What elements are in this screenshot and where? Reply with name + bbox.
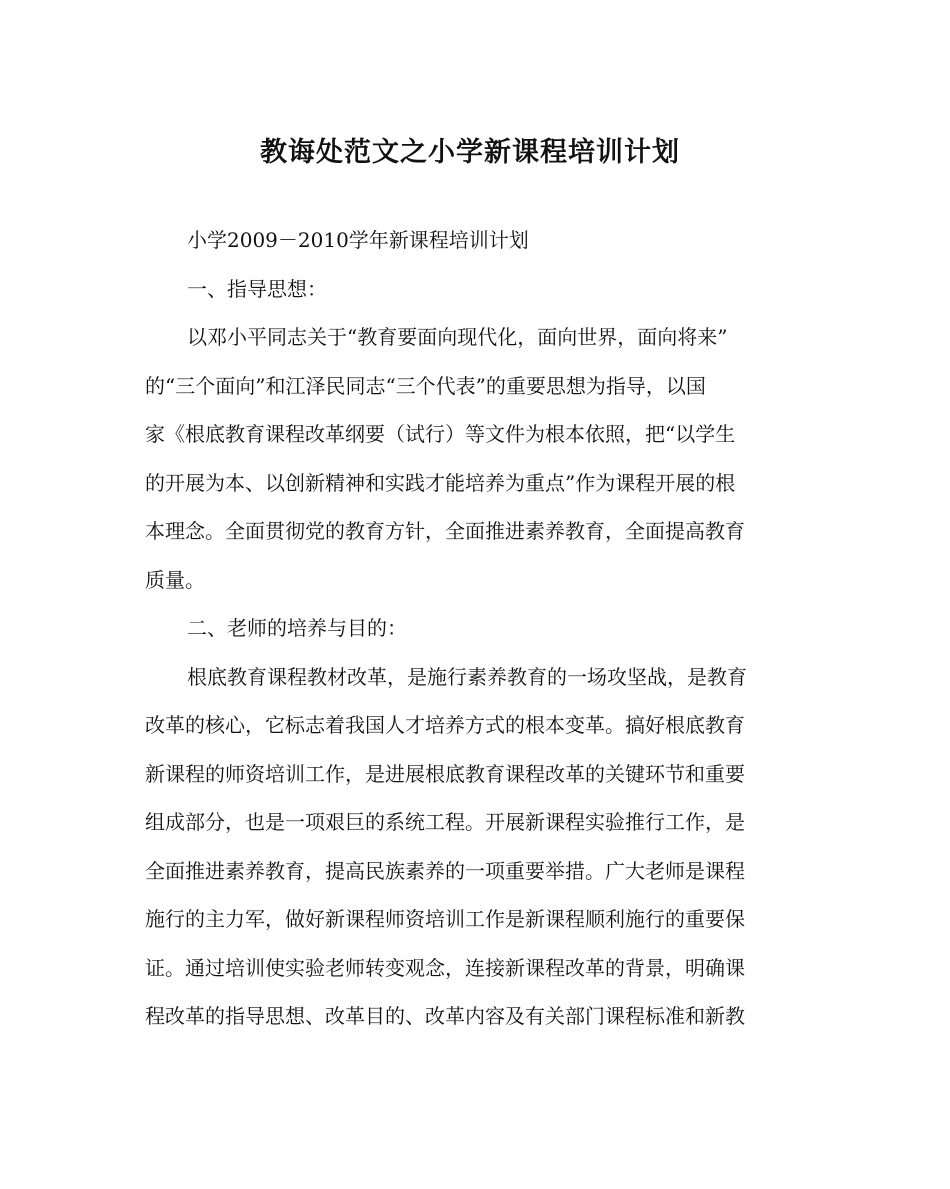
text-line: 新课程的师资培训工作，是进展根底教育课程改革的关键环节和重要 [145,761,745,786]
text-line: 家《根底教育课程改革纲要（试行）等文件为根本依照，把“以学生 [145,422,736,446]
text-line: 全面推进素养教育，提高民族素养的一项重要举措。广大老师是课程 [145,858,745,883]
text-line: 的开展为本、以创新精神和实践才能培养为重点”作为课程开展的根 [145,470,736,495]
text-line: 组成部分，也是一项艰巨的系统工程。开展新课程实验推行工作，是 [145,810,745,834]
text-line: 二、老师的培养与目的： [187,616,407,640]
text-line: 根底教育课程教材改革，是施行素养教育的一场攻坚战，是教育 [187,664,747,689]
text-line: 程改革的指导思想、改革目的、改革内容及有关部门课程标准和新教 [145,1004,745,1028]
text-line: 本理念。全面贯彻党的教育方针，全面推进素养教育，全面提高教育 [145,519,745,543]
text-line: 质量。 [145,567,205,592]
text-line: 改革的核心，它标志着我国人才培养方式的根本变革。搞好根底教育 [145,713,745,737]
text-line: 小学2009－2010学年新课程培训计划 [187,228,529,252]
text-line: 以邓小平同志关于“教育要面向现代化，面向世界，面向将来” [187,325,728,349]
text-line: 证。通过培训使实验老师转变观念，连接新课程改革的背景，明确课 [145,955,745,980]
text-line: 的“三个面向”和江泽民同志“三个代表”的重要思想为指导，以国 [145,373,706,398]
document-body [145,224,797,1049]
document-title: 教诲处范文之小学新课程培训计划 [260,137,680,168]
text-line: 施行的主力军，做好新课程师资培训工作是新课程顺利施行的重要保 [145,907,745,931]
text-line: 一、指导思想： [187,276,327,301]
